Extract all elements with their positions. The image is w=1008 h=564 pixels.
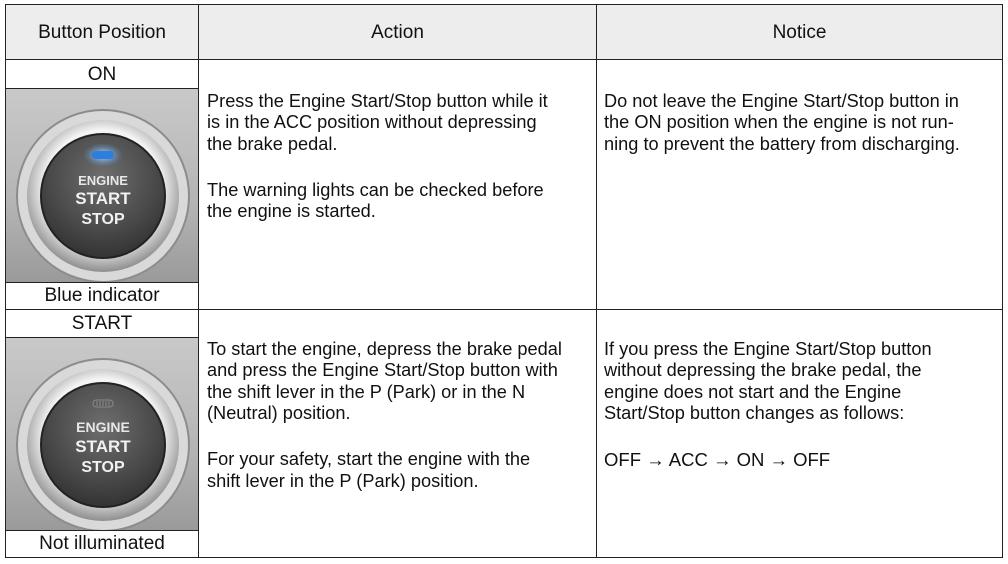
action-paragraph: For your safety, start the engine with the shift lever in the P (Park) position. [207, 449, 531, 491]
svg-text:STOP: STOP [81, 211, 125, 228]
action-paragraph: Press the Engine Start/Stop button while it is in the ACC position without depressing the brake pedal. [207, 90, 548, 154]
position-label: START [6, 310, 198, 338]
notice-paragraph: Do not leave the Engine Start/Stop button in the ON position when the engine is not run- ning to prevent the battery from discharging. [604, 90, 960, 154]
table-header [6, 5, 1002, 60]
svg-text:ENGINE: ENGINE [78, 173, 128, 188]
svg-text:ENGINE: ENGINE [76, 419, 130, 435]
header-notice: Notice [772, 21, 827, 43]
svg-text:STOP: STOP [81, 459, 125, 476]
notice-text-on [604, 69, 1000, 180]
engine-button-image-on [6, 89, 198, 282]
action-text-on [207, 69, 593, 247]
column-divider [596, 5, 597, 557]
position-caption: Blue indicator [6, 283, 198, 309]
state-sequence: OFF → ACC → ON → OFF [604, 449, 831, 470]
notice-text-start [604, 317, 1000, 495]
position-label: ON [6, 61, 198, 89]
svg-text:START: START [75, 437, 131, 456]
position-caption: Not illuminated [6, 531, 198, 557]
action-paragraph: The warning lights can be checked before the engine is started. [207, 179, 544, 221]
action-text-start [207, 317, 593, 517]
column-divider [198, 5, 199, 557]
engine-button-image-start [6, 338, 198, 530]
header-button-position: Button Position [38, 21, 166, 43]
action-paragraph: To start the engine, depress the brake pedal and press the Engine Start/Stop button with the shift lever in the P (Park) or in the N (Neutral) position. [207, 338, 562, 423]
notice-paragraph: If you press the Engine Start/Stop button without depressing the brake pedal, the engine does not start and the Engine Start/Stop button changes as follows: [604, 338, 932, 423]
svg-text:START: START [75, 189, 131, 208]
engine-button-table [5, 4, 1003, 558]
header-action: Action [371, 21, 424, 43]
